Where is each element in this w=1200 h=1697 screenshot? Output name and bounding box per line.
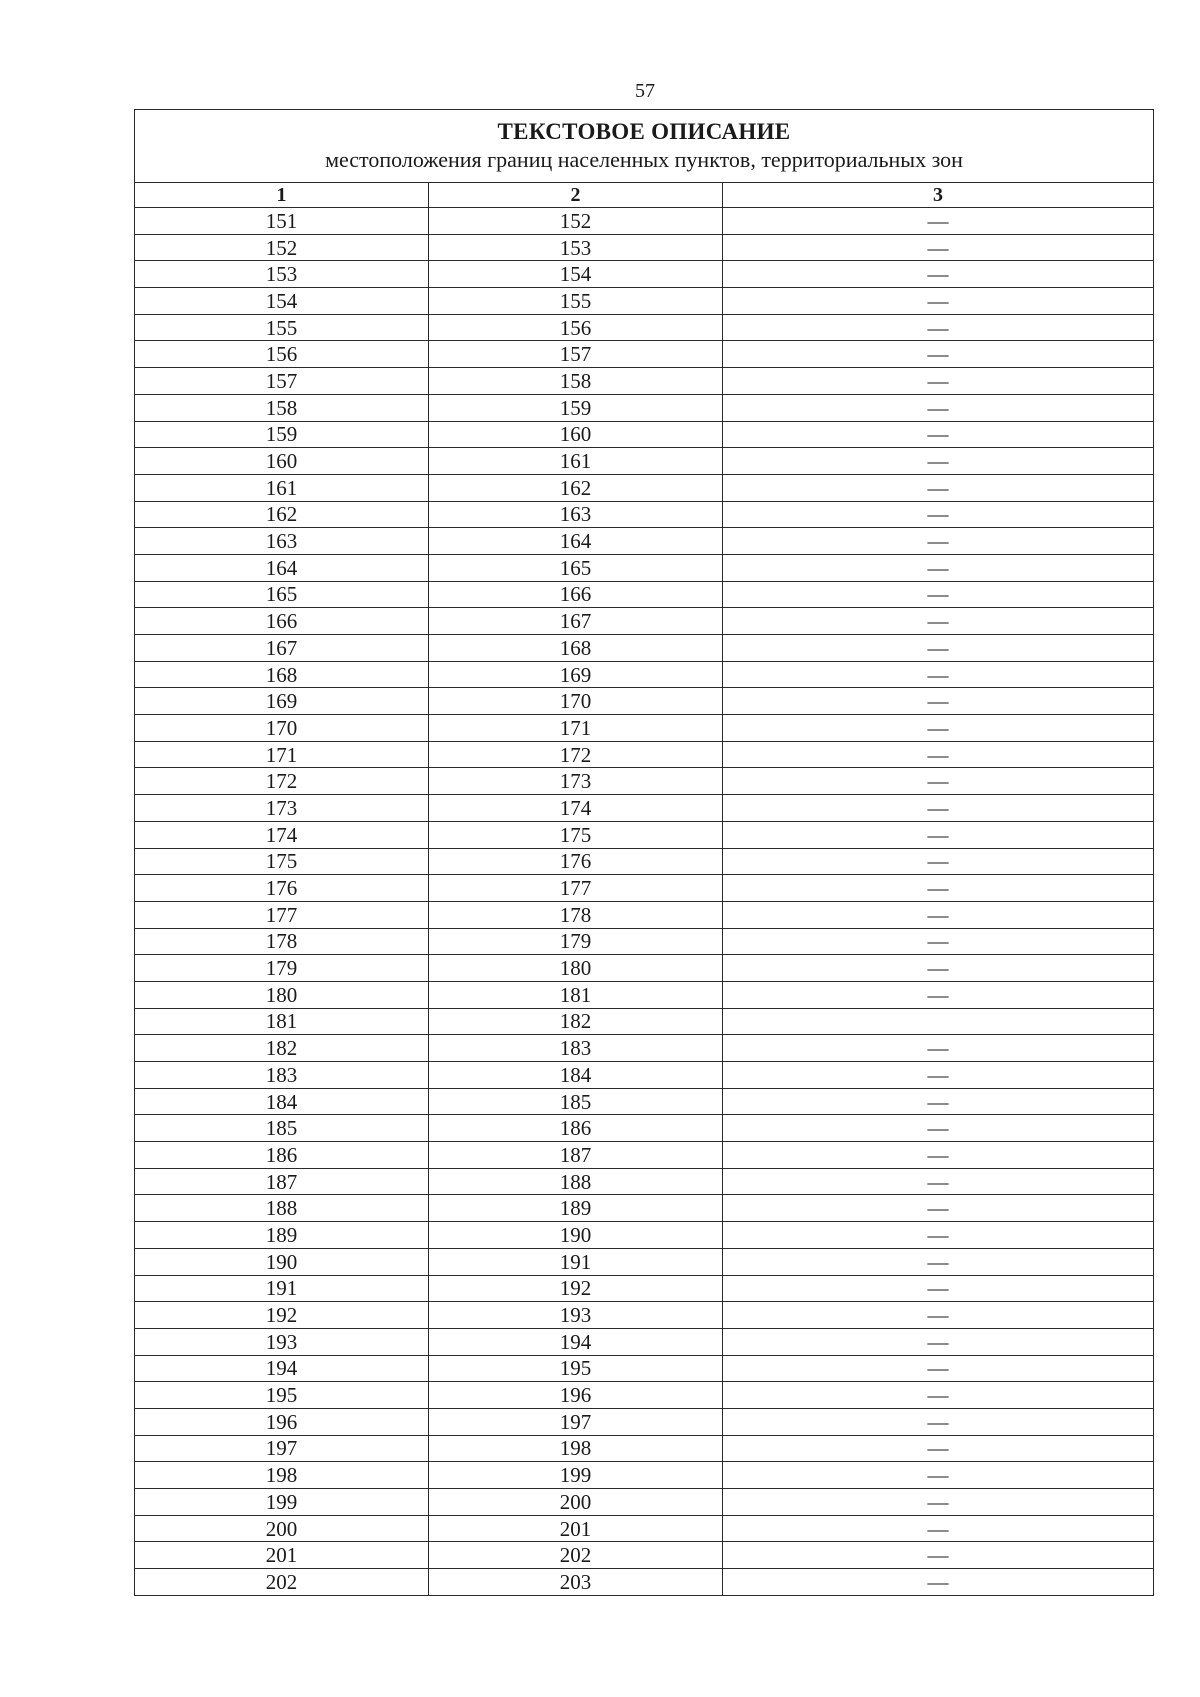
table-cell-col-1: 163 [135,528,429,555]
table-row [135,581,1154,608]
table-row [135,661,1154,688]
table-row [135,635,1154,662]
table-row [135,1382,1154,1409]
table-cell-col-2: 188 [429,1168,723,1195]
table-row [135,1408,1154,1435]
table-cell-col-3: — [723,928,1154,955]
table-cell-col-2: 200 [429,1489,723,1516]
table-cell-col-3: — [723,421,1154,448]
table-cell-col-2: 181 [429,981,723,1008]
table-cell-col-1: 202 [135,1569,429,1596]
table-cell-col-1: 176 [135,875,429,902]
table-cell-col-3: — [723,1542,1154,1569]
table-cell-col-3: — [723,821,1154,848]
table-cell-col-3: — [723,474,1154,501]
table-cell-col-3: — [723,635,1154,662]
table-cell-col-3: — [723,1489,1154,1516]
table-row [135,1355,1154,1382]
table-cell-col-3: — [723,1035,1154,1062]
table-row [135,741,1154,768]
table-cell-col-3: — [723,448,1154,475]
table-cell-col-2: 189 [429,1195,723,1222]
column-header-3: 3 [723,183,1154,208]
table-cell-col-1: 184 [135,1088,429,1115]
table-row [135,981,1154,1008]
table-row [135,1142,1154,1169]
table-row [135,1088,1154,1115]
table-row [135,715,1154,742]
page-number: 57 [635,80,655,102]
table-cell-col-2: 159 [429,394,723,421]
table-cell-col-1: 197 [135,1435,429,1462]
table-cell-col-2: 158 [429,368,723,395]
table-cell-col-1: 167 [135,635,429,662]
table-cell-col-2: 187 [429,1142,723,1169]
table-row [135,554,1154,581]
table-cell-col-2: 152 [429,208,723,235]
table-cell-col-2: 197 [429,1408,723,1435]
table-cell-col-2: 171 [429,715,723,742]
table-row [135,1489,1154,1516]
table-row [135,234,1154,261]
boundary-description-table [134,109,1154,1596]
table-cell-col-2: 157 [429,341,723,368]
table-cell-col-3: — [723,528,1154,555]
column-header-2: 2 [429,183,723,208]
table-cell-col-1: 164 [135,554,429,581]
table-cell-col-1: 181 [135,1008,429,1035]
table-cell-col-1: 159 [135,421,429,448]
table-cell-col-3: — [723,341,1154,368]
table-cell-col-2: 169 [429,661,723,688]
table-row [135,314,1154,341]
table-cell-col-2: 156 [429,314,723,341]
table-row [135,448,1154,475]
table-cell-col-2: 161 [429,448,723,475]
table-row [135,261,1154,288]
table-cell-col-1: 199 [135,1489,429,1516]
table-row [135,1248,1154,1275]
table-cell-col-3: — [723,1062,1154,1089]
table-cell-col-1: 162 [135,501,429,528]
table-row [135,1062,1154,1089]
table-row [135,421,1154,448]
table-cell-col-2: 184 [429,1062,723,1089]
table-cell-col-3: — [723,261,1154,288]
table-cell-col-3: — [723,1275,1154,1302]
table-cell-col-3: — [723,688,1154,715]
table-body [135,208,1154,1596]
table-cell-col-3: — [723,1435,1154,1462]
table-row [135,688,1154,715]
table-cell-col-1: 189 [135,1222,429,1249]
table-cell-col-2: 180 [429,955,723,982]
table-cell-col-2: 182 [429,1008,723,1035]
table-cell-col-1: 166 [135,608,429,635]
table-title: ТЕКСТОВОЕ ОПИСАНИЕ [497,119,791,144]
table-cell-col-2: 154 [429,261,723,288]
table-row [135,795,1154,822]
table-cell-col-3: — [723,368,1154,395]
table-cell-col-1: 152 [135,234,429,261]
table-cell-col-3: — [723,1569,1154,1596]
column-header-row [135,183,1154,208]
table-subtitle: местоположения границ населенных пунктов, территориальных зон [325,147,963,172]
table-cell-col-1: 173 [135,795,429,822]
table-row [135,1569,1154,1596]
table-cell-col-1: 169 [135,688,429,715]
table-row [135,955,1154,982]
table-title-row [135,110,1154,183]
table-cell-col-3: — [723,1408,1154,1435]
table-row [135,608,1154,635]
table-cell-col-2: 194 [429,1328,723,1355]
table-cell-col-1: 154 [135,288,429,315]
table-cell-col-3: — [723,661,1154,688]
table-cell-col-1: 158 [135,394,429,421]
table-cell-col-2: 201 [429,1515,723,1542]
table-cell-col-1: 171 [135,741,429,768]
table-row [135,1462,1154,1489]
table-cell-col-1: 174 [135,821,429,848]
table-cell-col-3: — [723,234,1154,261]
table-cell-col-2: 193 [429,1302,723,1329]
table-cell-col-1: 153 [135,261,429,288]
table-row [135,341,1154,368]
table-cell-col-2: 185 [429,1088,723,1115]
table-cell-col-1: 180 [135,981,429,1008]
table-cell-col-3: — [723,901,1154,928]
table-cell-col-1: 200 [135,1515,429,1542]
table-cell-col-1: 198 [135,1462,429,1489]
table-cell-col-3: — [723,1115,1154,1142]
table-cell-col-3: — [723,795,1154,822]
table-cell-col-3: — [723,768,1154,795]
table-cell-col-2: 168 [429,635,723,662]
table-cell-col-2: 199 [429,1462,723,1489]
table-cell-col-1: 160 [135,448,429,475]
table-cell-col-2: 177 [429,875,723,902]
table-cell-col-2: 176 [429,848,723,875]
table-cell-col-1: 172 [135,768,429,795]
table-row [135,1008,1154,1035]
table-cell-col-3: — [723,288,1154,315]
table-cell-col-1: 186 [135,1142,429,1169]
table-row [135,528,1154,555]
table-row [135,474,1154,501]
table-cell-col-3: — [723,208,1154,235]
table-cell-col-2: 192 [429,1275,723,1302]
table-cell-col-2: 173 [429,768,723,795]
table-row [135,768,1154,795]
table-cell-col-2: 160 [429,421,723,448]
table-row [135,1302,1154,1329]
table-cell-col-2: 155 [429,288,723,315]
table-cell-col-3: — [723,715,1154,742]
table-row [135,1115,1154,1142]
table-cell-col-1: 190 [135,1248,429,1275]
table-row [135,1435,1154,1462]
table-cell-col-1: 178 [135,928,429,955]
table-cell-col-3: — [723,1515,1154,1542]
table-cell-col-1: 183 [135,1062,429,1089]
table-row [135,1195,1154,1222]
table-cell-col-3: — [723,848,1154,875]
table-cell-col-2: 186 [429,1115,723,1142]
table-cell-col-1: 151 [135,208,429,235]
table-cell-col-3: — [723,1142,1154,1169]
table-row [135,288,1154,315]
table-cell-col-3: — [723,1195,1154,1222]
table-cell-col-2: 175 [429,821,723,848]
table-cell-col-1: 179 [135,955,429,982]
table-cell-col-1: 170 [135,715,429,742]
table-cell-col-2: 183 [429,1035,723,1062]
table-cell-col-2: 174 [429,795,723,822]
table-cell-col-3: — [723,1248,1154,1275]
table-cell-col-3: — [723,955,1154,982]
table-row [135,368,1154,395]
table-row [135,1222,1154,1249]
table-row [135,928,1154,955]
table-cell-col-1: 156 [135,341,429,368]
table-cell-col-2: 167 [429,608,723,635]
table-cell-col-3: — [723,1382,1154,1409]
table-cell-col-3: — [723,1088,1154,1115]
table-cell-col-3: — [723,501,1154,528]
table-cell-col-3: — [723,1328,1154,1355]
table-cell-col-1: 194 [135,1355,429,1382]
table-cell-col-1: 201 [135,1542,429,1569]
table-cell-col-2: 195 [429,1355,723,1382]
table-cell-col-1: 175 [135,848,429,875]
table-cell-col-1: 193 [135,1328,429,1355]
table-cell-col-1: 185 [135,1115,429,1142]
table-cell-col-2: 164 [429,528,723,555]
table-cell-col-3: — [723,741,1154,768]
table-row [135,1035,1154,1062]
table-cell-col-1: 177 [135,901,429,928]
table-row [135,501,1154,528]
table-cell-col-2: 166 [429,581,723,608]
table-cell-col-1: 155 [135,314,429,341]
table-row [135,208,1154,235]
table-cell-col-3: — [723,1462,1154,1489]
table-row [135,821,1154,848]
table-cell-col-2: 165 [429,554,723,581]
table-cell-col-1: 195 [135,1382,429,1409]
table-cell-col-1: 187 [135,1168,429,1195]
table-row [135,901,1154,928]
table-row [135,875,1154,902]
table-cell-col-1: 157 [135,368,429,395]
table-cell-col-1: 191 [135,1275,429,1302]
table-cell-col-3: — [723,554,1154,581]
table-cell-col-3: — [723,875,1154,902]
column-header-1: 1 [135,183,429,208]
table-cell-col-1: 165 [135,581,429,608]
table-row [135,1275,1154,1302]
table-cell-col-3: — [723,1355,1154,1382]
table-row [135,1328,1154,1355]
table-row [135,1542,1154,1569]
table-cell-col-2: 178 [429,901,723,928]
table-cell-col-3: — [723,608,1154,635]
table-cell-col-2: 170 [429,688,723,715]
table-cell-col-2: 203 [429,1569,723,1596]
table-cell-col-3: — [723,394,1154,421]
table-cell-col-3: — [723,581,1154,608]
table-row [135,1515,1154,1542]
table-cell-col-3: — [723,981,1154,1008]
table-cell-col-3 [723,1008,1154,1035]
table-cell-col-2: 198 [429,1435,723,1462]
table-title-cell [135,110,1154,183]
table-cell-col-3: — [723,1222,1154,1249]
table-cell-col-1: 161 [135,474,429,501]
table-cell-col-3: — [723,314,1154,341]
table-cell-col-2: 153 [429,234,723,261]
table-cell-col-2: 162 [429,474,723,501]
table-cell-col-3: — [723,1168,1154,1195]
table-row [135,848,1154,875]
table-cell-col-3: — [723,1302,1154,1329]
table-row [135,1168,1154,1195]
table-cell-col-2: 196 [429,1382,723,1409]
table-cell-col-1: 188 [135,1195,429,1222]
table-cell-col-1: 192 [135,1302,429,1329]
table-cell-col-2: 191 [429,1248,723,1275]
table-cell-col-2: 190 [429,1222,723,1249]
table-row [135,394,1154,421]
table-cell-col-2: 163 [429,501,723,528]
table-cell-col-2: 179 [429,928,723,955]
table-cell-col-1: 196 [135,1408,429,1435]
table-cell-col-1: 168 [135,661,429,688]
table-cell-col-2: 202 [429,1542,723,1569]
table-cell-col-1: 182 [135,1035,429,1062]
table-cell-col-2: 172 [429,741,723,768]
